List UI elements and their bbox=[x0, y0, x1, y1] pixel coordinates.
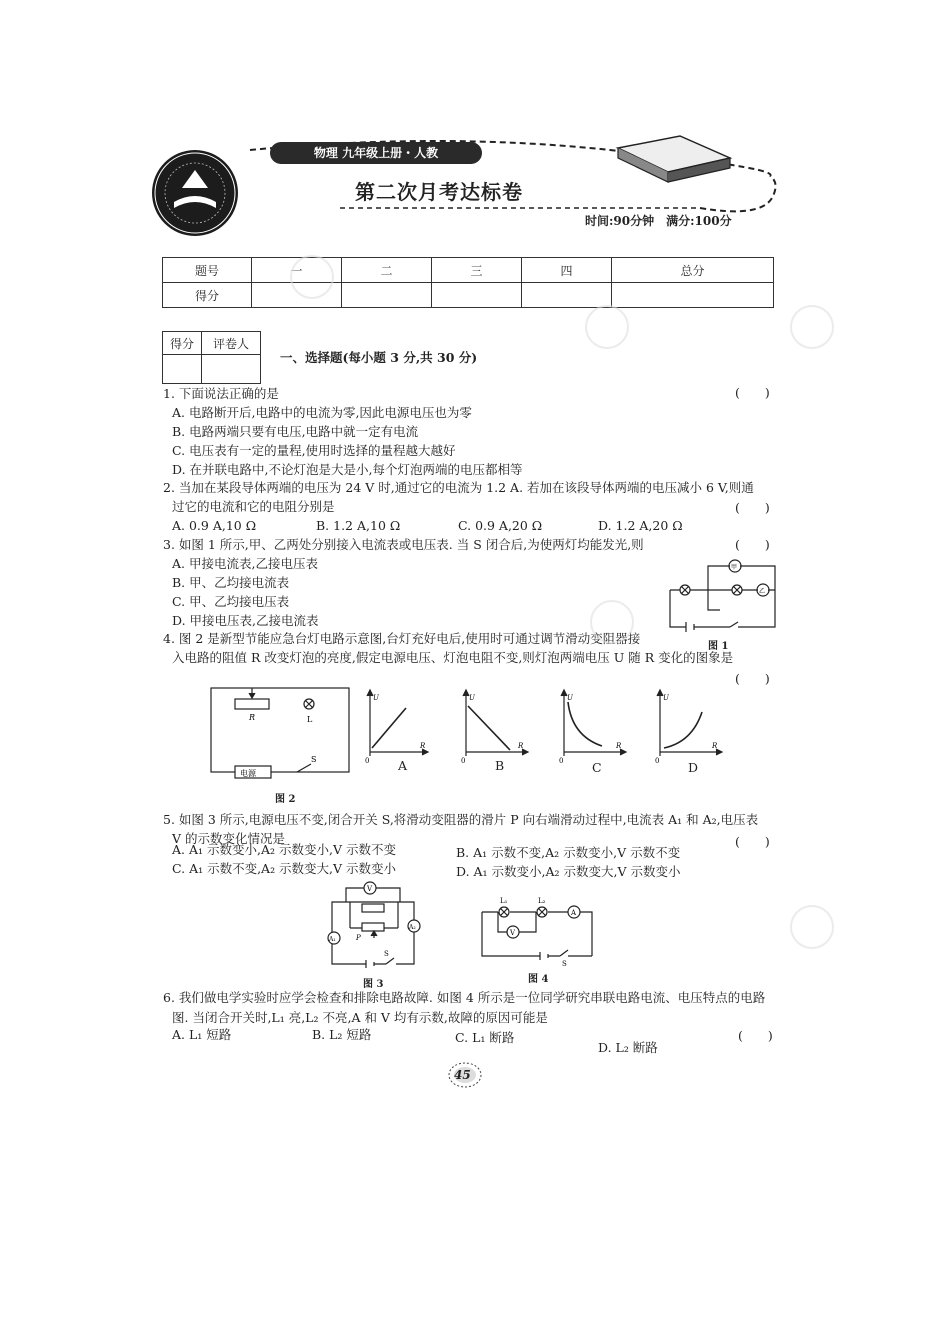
graph-a-u-label: U bbox=[373, 694, 379, 702]
graph-b bbox=[458, 688, 530, 768]
q1-option-c: C. 电压表有一定的量程,使用时选择的量程越大越好 bbox=[172, 443, 456, 458]
score-cell[interactable] bbox=[612, 283, 774, 308]
graph-a bbox=[362, 688, 430, 768]
q1-option-d: D. 在并联电路中,不论灯泡是大是小,每个灯泡两端的电压都相等 bbox=[172, 462, 523, 477]
q6-option-b: B. L₂ 短路 bbox=[312, 1027, 372, 1042]
figure-3-circuit bbox=[322, 876, 432, 970]
series-banner: 物理 九年级上册・人教 bbox=[270, 142, 482, 164]
fig3-a1-label: A₁ bbox=[329, 936, 336, 943]
q3-option-c: C. 甲、乙均接电压表 bbox=[172, 594, 290, 609]
graph-c-u-label: U bbox=[567, 694, 573, 702]
figure-2-caption: 图 2 bbox=[275, 794, 296, 805]
score-cell[interactable] bbox=[342, 283, 432, 308]
q5-option-b: B. A₁ 示数不变,A₂ 示数变小,V 示数不变 bbox=[456, 845, 681, 860]
fig4-v-label: V bbox=[510, 929, 516, 937]
fig3-p-label: P bbox=[356, 934, 361, 942]
q2-option-c: C. 0.9 A,20 Ω bbox=[458, 518, 543, 533]
score-header-cell: 四 bbox=[522, 258, 612, 283]
score-row-label: 得分 bbox=[163, 283, 252, 308]
fig4-l2-label: L₂ bbox=[538, 897, 546, 905]
q2-answer-paren[interactable]: ( ) bbox=[735, 500, 770, 515]
graph-b-u-label: U bbox=[469, 694, 475, 702]
watermark-icon bbox=[590, 600, 634, 644]
figure-3-caption: 图 3 bbox=[363, 979, 384, 990]
q5-answer-paren[interactable]: ( ) bbox=[735, 834, 770, 849]
fig2-l-label: L bbox=[307, 715, 313, 724]
q5-option-c: C. A₁ 示数不变,A₂ 示数变大,V 示数变小 bbox=[172, 861, 397, 876]
q6-option-d: D. L₂ 断路 bbox=[598, 1040, 658, 1055]
exam-meta: 时间:90分钟 满分:100分 bbox=[585, 214, 732, 228]
graph-b-r-label: R bbox=[518, 742, 524, 750]
fig1-jia-label: 甲 bbox=[731, 564, 738, 571]
q6-option-a: A. L₁ 短路 bbox=[172, 1027, 232, 1042]
q2-stem-line1: 2. 当加在某段导体两端的电压为 24 V 时,通过它的电流为 1.2 A. 若加在该段导体两端的电压减小 6 V,则通 bbox=[163, 480, 754, 495]
grader-cell[interactable] bbox=[202, 355, 261, 384]
fig3-v-label: V bbox=[367, 885, 373, 893]
q1-answer-paren[interactable]: ( ) bbox=[735, 385, 770, 400]
figure-1-caption: 图 1 bbox=[708, 641, 729, 652]
q5-stem-line1: 5. 如图 3 所示,电源电压不变,闭合开关 S,将滑动变阻器的滑片 P 向右端滑动过程中,电流表 A₁ 和 A₂,电压表 bbox=[163, 812, 759, 827]
graph-c-r-label: R bbox=[616, 742, 622, 750]
figure-4-caption: 图 4 bbox=[528, 974, 549, 985]
watermark-icon bbox=[585, 305, 629, 349]
q3-option-b: B. 甲、乙均接电流表 bbox=[172, 575, 290, 590]
score-header-cell: 题号 bbox=[163, 258, 252, 283]
graph-d-label: D bbox=[688, 760, 699, 775]
graph-a-r-label: R bbox=[420, 742, 426, 750]
q5-option-d: D. A₁ 示数变小,A₂ 示数变大,V 示数变小 bbox=[456, 864, 681, 879]
score-cell[interactable] bbox=[522, 283, 612, 308]
publisher-logo bbox=[152, 150, 238, 236]
figure-2-circuit bbox=[205, 682, 355, 782]
q6-answer-paren[interactable]: ( ) bbox=[738, 1028, 773, 1043]
q6-option-c: C. L₁ 断路 bbox=[455, 1030, 515, 1045]
q1-stem: 1. 下面说法正确的是 bbox=[163, 386, 279, 401]
score-table bbox=[162, 257, 774, 308]
score-header-cell: 三 bbox=[432, 258, 522, 283]
q4-stem-line2: 入电路的阻值 R 改变灯泡的亮度,假定电源电压、灯泡电阻不变,则灯泡两端电压 U 随 R 变化的图象是 bbox=[172, 650, 734, 665]
score-header-cell: 总分 bbox=[612, 258, 774, 283]
grader-cell[interactable] bbox=[163, 355, 202, 384]
q5-stem-line2: V 的示数变化情况是 bbox=[172, 831, 286, 846]
q4-stem-line1: 4. 图 2 是新型节能应急台灯电路示意图,台灯充好电后,使用时可通过调节滑动变阻器接 bbox=[163, 631, 641, 646]
graph-c bbox=[556, 688, 628, 768]
graph-a-label: A bbox=[398, 758, 408, 773]
q6-stem-line2: 图. 当闭合开关时,L₁ 亮,L₂ 不亮,A 和 V 均有示数,故障的原因可能是 bbox=[172, 1010, 548, 1025]
graph-b-label: B bbox=[495, 758, 505, 773]
q1-option-b: B. 电路两端只要有电压,电路中就一定有电流 bbox=[172, 424, 419, 439]
book-icon bbox=[618, 136, 730, 182]
watermark-icon bbox=[790, 305, 834, 349]
graph-c-origin: 0 bbox=[559, 757, 564, 765]
figure-1-circuit bbox=[660, 552, 780, 634]
page-title: 第二次月考达标卷 bbox=[355, 180, 523, 204]
fig4-l1-label: L₁ bbox=[500, 897, 508, 905]
q3-answer-paren[interactable]: ( ) bbox=[735, 537, 770, 552]
q6-stem-line1: 6. 我们做电学实验时应学会检查和排除电路故障. 如图 4 所示是一位同学研究串联电路电流、电压特点的电路 bbox=[163, 990, 766, 1005]
section-heading: 一、选择题(每小题 3 分,共 30 分) bbox=[280, 350, 478, 365]
graph-b-origin: 0 bbox=[461, 757, 466, 765]
graph-d-r-label: R bbox=[712, 742, 718, 750]
q1-option-a: A. 电路断开后,电路中的电流为零,因此电源电压也为零 bbox=[172, 405, 472, 420]
fig2-power-label: 电源 bbox=[240, 769, 256, 778]
fig1-yi-label: 乙 bbox=[759, 588, 766, 595]
grader-table bbox=[162, 331, 261, 384]
q2-stem-line2: 过它的电流和它的电阻分别是 bbox=[172, 499, 335, 514]
graph-c-label: C bbox=[592, 760, 602, 775]
watermark-icon bbox=[290, 255, 334, 299]
score-cell[interactable] bbox=[432, 283, 522, 308]
figure-4-circuit bbox=[470, 892, 600, 972]
q2-option-d: D. 1.2 A,20 Ω bbox=[598, 518, 683, 533]
q4-answer-paren[interactable]: ( ) bbox=[735, 671, 770, 686]
q2-option-a: A. 0.9 A,10 Ω bbox=[172, 518, 257, 533]
q3-option-d: D. 甲接电压表,乙接电流表 bbox=[172, 613, 319, 628]
fig4-a-label: A bbox=[571, 909, 577, 917]
graph-a-origin: 0 bbox=[365, 757, 370, 765]
graph-d-origin: 0 bbox=[655, 757, 660, 765]
fig3-s-label: S bbox=[384, 950, 389, 958]
score-header-cell: 二 bbox=[342, 258, 432, 283]
grader-label: 得分 bbox=[163, 332, 202, 355]
page-number: 45 bbox=[454, 1068, 471, 1082]
q2-option-b: B. 1.2 A,10 Ω bbox=[316, 518, 401, 533]
q5-option-a: A. A₁ 示数变小,A₂ 示数变小,V 示数不变 bbox=[172, 842, 396, 857]
graph-d bbox=[652, 688, 724, 768]
q3-stem: 3. 如图 1 所示,甲、乙两处分别接入电流表或电压表. 当 S 闭合后,为使两灯均能发光,则 bbox=[163, 537, 644, 552]
score-header-cell: 一 bbox=[252, 258, 342, 283]
fig3-a2-label: A₂ bbox=[409, 924, 416, 931]
watermark-icon bbox=[790, 905, 834, 949]
grader-label: 评卷人 bbox=[202, 332, 261, 355]
fig4-s-label: S bbox=[562, 960, 567, 968]
q3-option-a: A. 甲接电流表,乙接电压表 bbox=[172, 556, 318, 571]
fig2-s-label: S bbox=[311, 755, 317, 764]
graph-d-u-label: U bbox=[663, 694, 669, 702]
fig2-r-label: R bbox=[249, 713, 256, 722]
